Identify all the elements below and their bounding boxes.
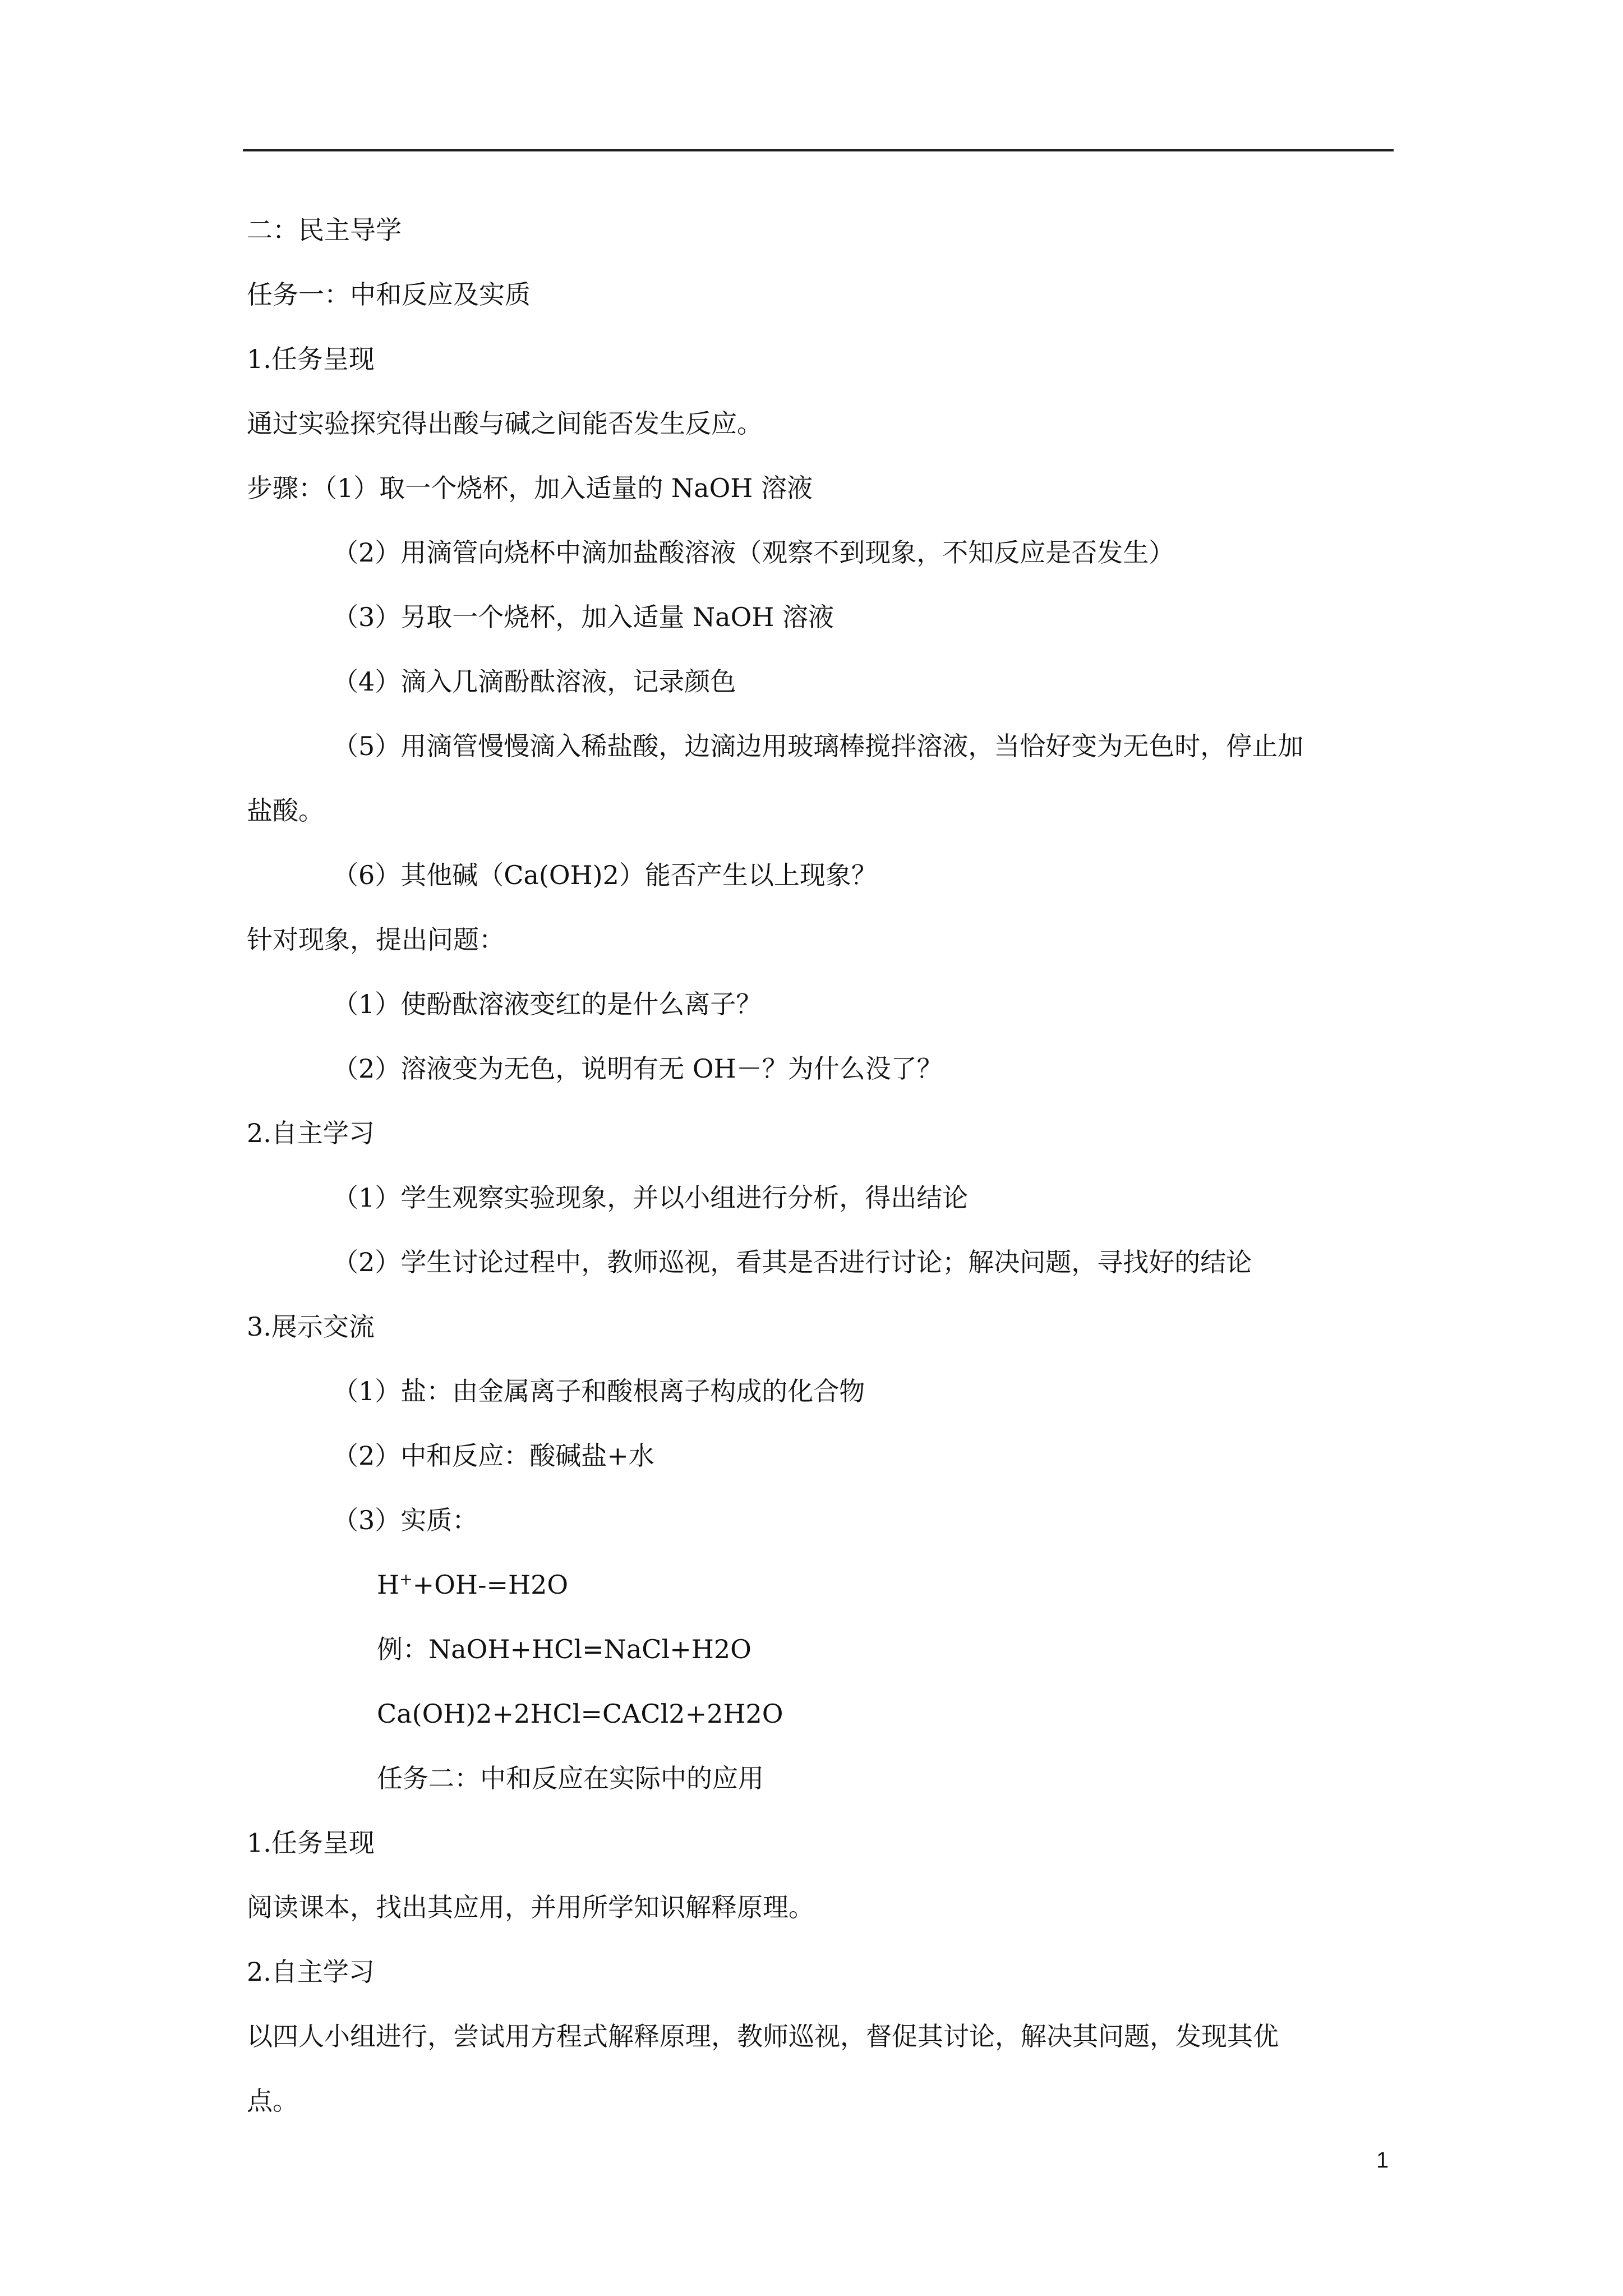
step-line-cont: 盐酸。 xyxy=(247,795,324,826)
subheading: 1.任务呈现 xyxy=(247,1828,375,1858)
step-line: 步骤：（1）取一个烧杯，加入适量的 NaOH 溶液 xyxy=(247,473,813,503)
paragraph: 通过实验探究得出酸与碱之间能否发生反应。 xyxy=(247,408,763,439)
page-number: 1 xyxy=(1376,2148,1389,2173)
equation-example: 例：NaOH+HCl=NaCl+H2O xyxy=(377,1634,751,1664)
question-line: （1）使酚酞溶液变红的是什么离子？ xyxy=(333,989,762,1019)
subheading: 2.自主学习 xyxy=(247,1118,375,1148)
list-line: （3）实质： xyxy=(333,1505,478,1535)
step-line: （4）滴入几滴酚酞溶液，记录颜色 xyxy=(333,666,736,697)
equation-base: H xyxy=(377,1570,400,1600)
section-heading: 二：民主导学 xyxy=(247,215,402,245)
equation-superscript: + xyxy=(399,1570,413,1589)
step-line: （6）其他碱（Ca(OH)2）能否产生以上现象？ xyxy=(333,860,877,890)
list-line: （2）学生讨论过程中，教师巡视，看其是否进行讨论；解决问题，寻找好的结论 xyxy=(333,1247,1252,1277)
subheading: 2.自主学习 xyxy=(247,1957,375,1987)
list-line: （1）学生观察实验现象，并以小组进行分析，得出结论 xyxy=(333,1182,969,1213)
step-line: （3）另取一个烧杯，加入适量 NaOH 溶液 xyxy=(333,602,834,632)
ionic-equation xyxy=(377,1568,568,1602)
subheading: 3.展示交流 xyxy=(247,1312,375,1342)
question-line: （2）溶液变为无色，说明有无 OH－？为什么没了？ xyxy=(333,1053,943,1084)
paragraph-cont: 点。 xyxy=(247,2086,298,2116)
subheading: 1.任务呈现 xyxy=(247,344,375,374)
task-heading: 任务一：中和反应及实质 xyxy=(247,279,531,310)
task-heading: 任务二：中和反应在实际中的应用 xyxy=(377,1763,764,1793)
list-line: （1）盐：由金属离子和酸根离子构成的化合物 xyxy=(333,1376,865,1406)
step-line: （5）用滴管慢慢滴入稀盐酸，边滴边用玻璃棒搅拌溶液，当恰好变为无色时，停止加 xyxy=(333,731,1304,761)
equation-example: Ca(OH)2+2HCl=CACl2+2H2O xyxy=(377,1699,783,1729)
step-line: （2）用滴管向烧杯中滴加盐酸溶液（观察不到现象，不知反应是否发生） xyxy=(333,537,1175,568)
equation-rest: +OH-=H2O xyxy=(412,1570,569,1600)
paragraph: 以四人小组进行，尝试用方程式解释原理，教师巡视，督促其讨论，解决其问题，发现其优 xyxy=(247,2021,1279,2051)
list-line: （2）中和反应：酸碱盐+水 xyxy=(333,1441,654,1471)
paragraph: 针对现象，提出问题： xyxy=(247,924,505,955)
header-rule xyxy=(243,149,1394,151)
paragraph: 阅读课本，找出其应用，并用所学知识解释原理。 xyxy=(247,1892,814,1922)
